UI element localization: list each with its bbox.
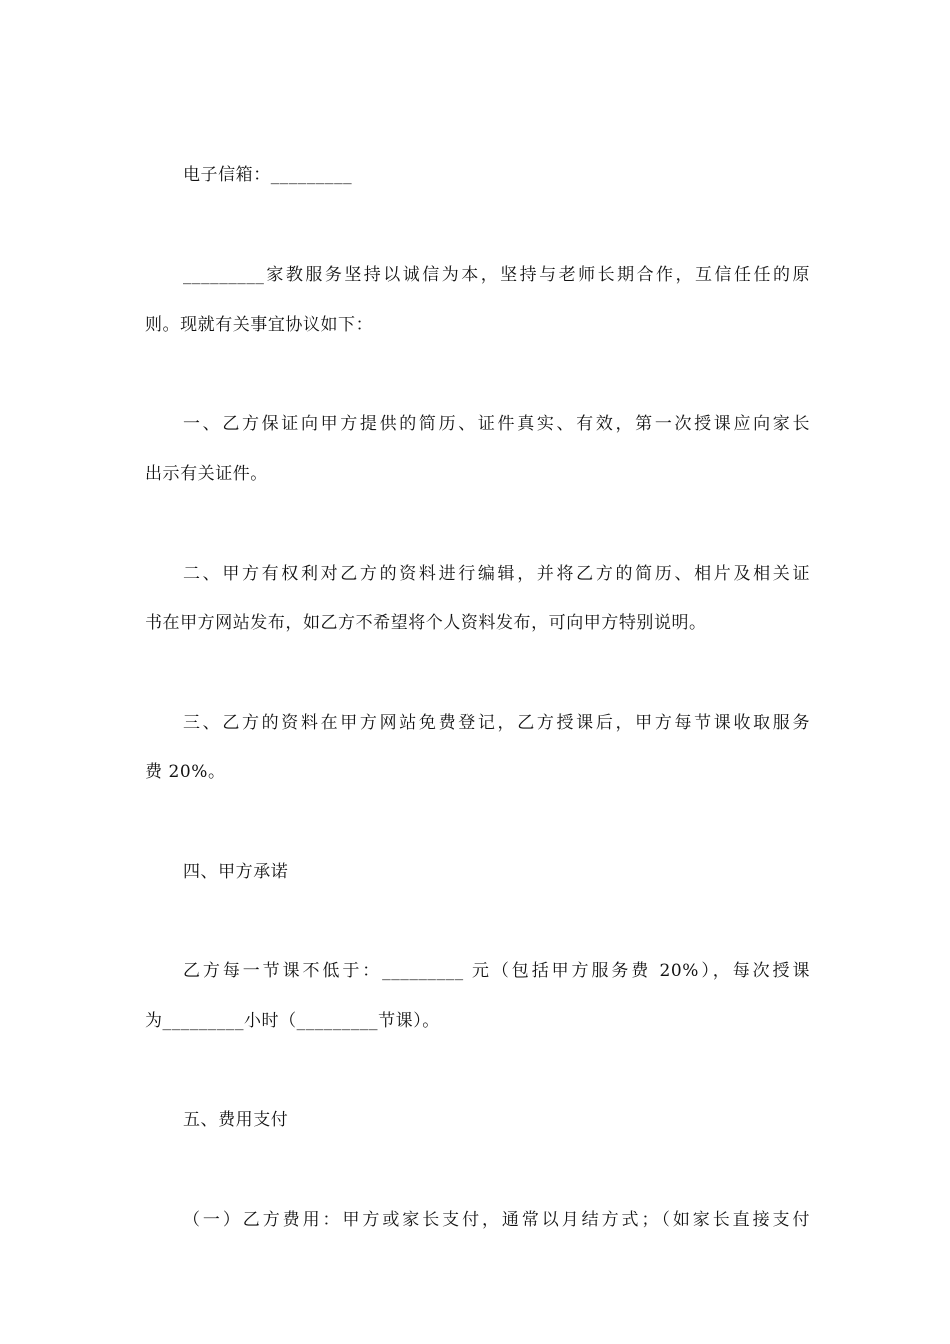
clause-5-subclause-1-line-1: （一）乙方费用：甲方或家长支付，通常以月结方式；（如家长直接支付 (183, 1210, 810, 1230)
clause-4-line-2: 为_________小时（_________节课）。 (145, 1011, 440, 1031)
clause-3-line-2: 费 20%。 (145, 762, 226, 782)
clause-4-heading: 四、甲方承诺 (183, 862, 289, 882)
clause-2-line-2: 书在甲方网站发布，如乙方不希望将个人资料发布，可向甲方特别说明。 (145, 613, 707, 633)
clause-5-heading: 五、费用支付 (183, 1110, 289, 1130)
clause-3-line-1: 三、乙方的资料在甲方网站免费登记，乙方授课后，甲方每节课收取服务 (183, 713, 810, 733)
email-line: 电子信箱：_________ (183, 165, 353, 185)
intro-paragraph-line-1: _________家教服务坚持以诚信为本，坚持与老师长期合作，互信任任的原 (183, 265, 810, 285)
clause-4-line-1: 乙方每一节课不低于：_________ 元（包括甲方服务费 20%），每次授课 (183, 961, 810, 981)
clause-1-line-1: 一、乙方保证向甲方提供的简历、证件真实、有效，第一次授课应向家长 (183, 414, 810, 434)
clause-1-line-2: 出示有关证件。 (145, 464, 268, 484)
clause-2-line-1: 二、甲方有权利对乙方的资料进行编辑，并将乙方的简历、相片及相关证 (183, 564, 810, 584)
intro-paragraph-line-2: 则。现就有关事宜协议如下： (145, 315, 374, 335)
